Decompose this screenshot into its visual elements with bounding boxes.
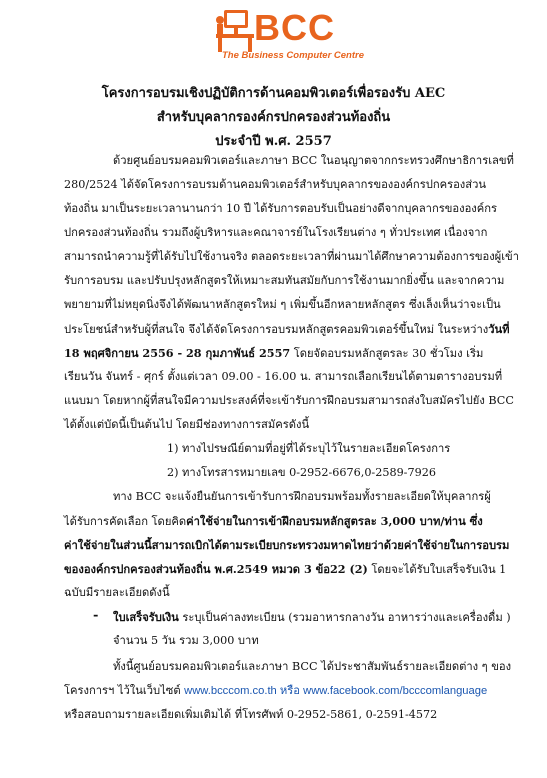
- para1-line: รับการอบรม และปรับปรุงหลักสูตรให้เหมาะสมทันสมัยกับการใช้งานมากยิ่งขึ้น และจากความ: [64, 274, 505, 287]
- computer-desk-icon: [214, 6, 256, 54]
- receipt-detail: ระบุเป็นค่าลงทะเบียน (รวมอาหารกลางวัน อาหารว่างและเครื่องดื่ม ): [178, 611, 511, 624]
- closing-line: หรือสอบถามรายละเอียดเพิ่มเติมได้ ที่โทรศัพท์ 0-2952-5861, 0-2591-4572: [64, 708, 438, 721]
- text-run: โดยจะได้รับใบเสร็จรับเงิน 1: [367, 563, 507, 576]
- para1-line: ได้ตั้งแต่บัดนี้เป็นต้นไป โดยมีช่องทางการสมัครดังนี้: [64, 418, 310, 431]
- bcc-logo: [214, 6, 364, 68]
- doc-title-line1: โครงการอบรมเชิงปฏิบัติการด้านคอมพิวเตอร์เพื่อรองรับ AEC: [101, 86, 446, 101]
- date-label: วันที่: [488, 322, 510, 336]
- website-link[interactable]: www.bcccom.co.th: [184, 685, 277, 697]
- doc-title-year: ประจำปี พ.ศ. 2557: [215, 134, 332, 149]
- channel-item: 2) ทางโทรสารหมายเลข 0-2952-6676,0-2589-7926: [167, 466, 436, 479]
- para1-line: ด้วยศูนย์อบรมคอมพิวเตอร์และภาษา BCC ในอนุญาตจากกระทรวงศึกษาธิการเลขที่: [113, 154, 514, 167]
- logo-subtitle: The Business Computer Centre: [222, 50, 364, 61]
- para1-line: ท้องถิ่น มาเป็นระยะเวลานานกว่า 10 ปี ได้รับการตอบรับเป็นอย่างดีจากบุคลากรขององค์กร: [64, 202, 498, 215]
- text-run: ได้รับการคัดเลือก โดยคิด: [64, 515, 187, 528]
- para2-line: [64, 514, 483, 529]
- text-run: โครงการฯ ไว้ในเว็บไซต์: [64, 684, 185, 697]
- para1-line: เรียนวัน จันทร์ - ศุกร์ ตั้งแต่เวลา 09.00 - 16.00 น. สามารถเลือกเรียนได้ตามตารางอบรมที่: [64, 370, 503, 383]
- para1-line: พยายามที่ไม่หยุดนิ่งจึงได้พัฒนาหลักสูตรใหม่ ๆ เพิ่มขึ้นอีกหลายหลักสูตร ซึ่งเล็งเห็นว่าจะเป็น: [64, 298, 501, 311]
- facebook-link[interactable]: www.facebook.com/bcccomlanguage: [303, 685, 488, 697]
- channel-item: 1) ทางไปรษณีย์ตามที่อยู่ที่ได้ระบุไว้ในรายละเอียดโครงการ: [167, 442, 451, 455]
- para1-line: แนบมา โดยหากผู้ที่สนใจมีความประสงค์ที่จะเข้ารับการฝึกอบรมสามารถส่งใบสมัครไปยัง BCC: [64, 394, 514, 407]
- receipt-amount: จำนวน 5 วัน รวม 3,000 บาท: [113, 634, 259, 647]
- or-text: หรือ: [276, 685, 304, 697]
- para1-line: [64, 346, 483, 361]
- bullet-marker: -: [93, 608, 99, 623]
- receipt-label: ใบเสร็จรับเงิน: [113, 610, 179, 624]
- receipt-line: [113, 610, 511, 625]
- regulation-ref: ขององค์กรปกครองส่วนท้องถิ่น พ.ศ.2549 หมวด 3 ข้อ22 (2): [64, 562, 368, 576]
- logo-wordmark: BCC: [254, 7, 335, 48]
- para1-line: สามารถนำความรู้ที่ได้รับไปใช้งานจริง ตลอดระยะเวลาที่ผ่านมาได้ศึกษาความต้องการของผู้เข้า: [64, 250, 519, 263]
- text-run: โดยจัดอบรมหลักสูตรละ 30 ชั่วโมง เริ่ม: [290, 347, 484, 360]
- para2-line: [64, 562, 506, 577]
- para1-line: 280/2524 ได้จัดโครงการอบรมด้านคอมพิวเตอร์สำหรับบุคลากรขององค์กรปกครองส่วน: [64, 178, 487, 191]
- para2-line: ฉบับมีรายละเอียดดังนี้: [64, 586, 170, 599]
- fee-text: ค่าใช้จ่ายในการเข้าฝึกอบรมหลักสูตรละ 3,000 บาท/ท่าน ซึ่ง: [186, 514, 483, 528]
- closing-line: [64, 684, 487, 698]
- para2-line: ทาง BCC จะแจ้งยืนยันการเข้ารับการฝึกอบรมพร้อมทั้งรายละเอียดให้บุคลากรผู้: [113, 490, 491, 503]
- para1-line: [64, 322, 510, 337]
- doc-title-line2: สำหรับบุคลากรองค์กรปกครองส่วนท้องถิ่น: [156, 110, 391, 125]
- text-run: ประโยชน์สำหรับผู้ที่สนใจ จึงได้จัดโครงการอบรมหลักสูตรคอมพิวเตอร์ขึ้นใหม่ ในระหว่าง: [64, 323, 489, 336]
- para2-line: ค่าใช้จ่ายในส่วนนี้สามารถเบิกได้ตามระเบียบกระทรวงมหาดไทยว่าด้วยค่าใช้จ่ายในการอบรม: [64, 538, 510, 552]
- closing-line: ทั้งนี้ศูนย์อบรมคอมพิวเตอร์และภาษา BCC ได้ประชาสัมพันธ์รายละเอียดต่าง ๆ ของ: [113, 660, 512, 673]
- training-period: 18 พฤศจิกายน 2556 - 28 กุมภาพันธ์ 2557: [64, 346, 291, 360]
- para1-line: ปกครองส่วนท้องถิ่น รวมถึงผู้บริหารและคณาจารย์ในโรงเรียนต่าง ๆ ทั่วประเทศ เนื่องจาก: [64, 226, 488, 239]
